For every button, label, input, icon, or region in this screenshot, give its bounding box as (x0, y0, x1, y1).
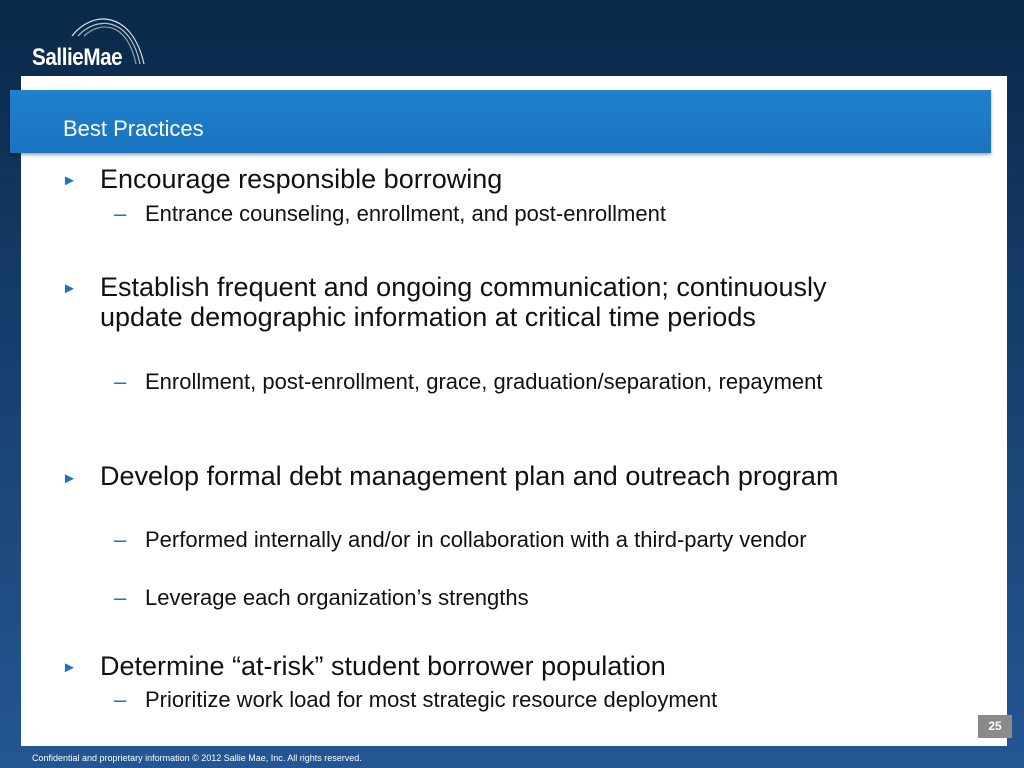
slide-title: Best Practices (63, 116, 204, 141)
bullet-item: Determine “at-risk” student borrower population (100, 651, 666, 681)
dash-icon: – (114, 527, 127, 552)
page-number: 25 (978, 715, 1012, 738)
triangle-right-icon: ► (62, 172, 77, 189)
triangle-right-icon: ► (62, 280, 77, 297)
sub-bullet-item: Leverage each organization’s strengths (145, 585, 529, 610)
bullet-item: Develop formal debt management plan and outreach program (100, 461, 839, 491)
dash-icon: – (114, 369, 127, 394)
dash-icon: – (114, 585, 127, 610)
sub-bullet-item: Enrollment, post-enrollment, grace, graduation/separation, repayment (145, 369, 823, 394)
sub-bullet-item: Performed internally and/or in collaboration with a third-party vendor (145, 527, 807, 552)
sub-bullet-item: Prioritize work load for most strategic resource deployment (145, 687, 718, 712)
footer-text: Confidential and proprietary information © 2012 Sallie Mae, Inc. All rights reserved. (32, 753, 362, 763)
dash-icon: – (114, 687, 127, 712)
bullet-item: Encourage responsible borrowing (100, 164, 503, 194)
triangle-right-icon: ► (62, 659, 77, 676)
triangle-right-icon: ► (62, 470, 77, 487)
logo-text: SallieMae (32, 44, 123, 71)
dash-icon: – (114, 201, 127, 226)
bullet-item: Establish frequent and ongoing communication; continuously update demographic information at critical time periods (100, 272, 827, 332)
sub-bullet-item: Entrance counseling, enrollment, and post-enrollment (145, 201, 666, 226)
